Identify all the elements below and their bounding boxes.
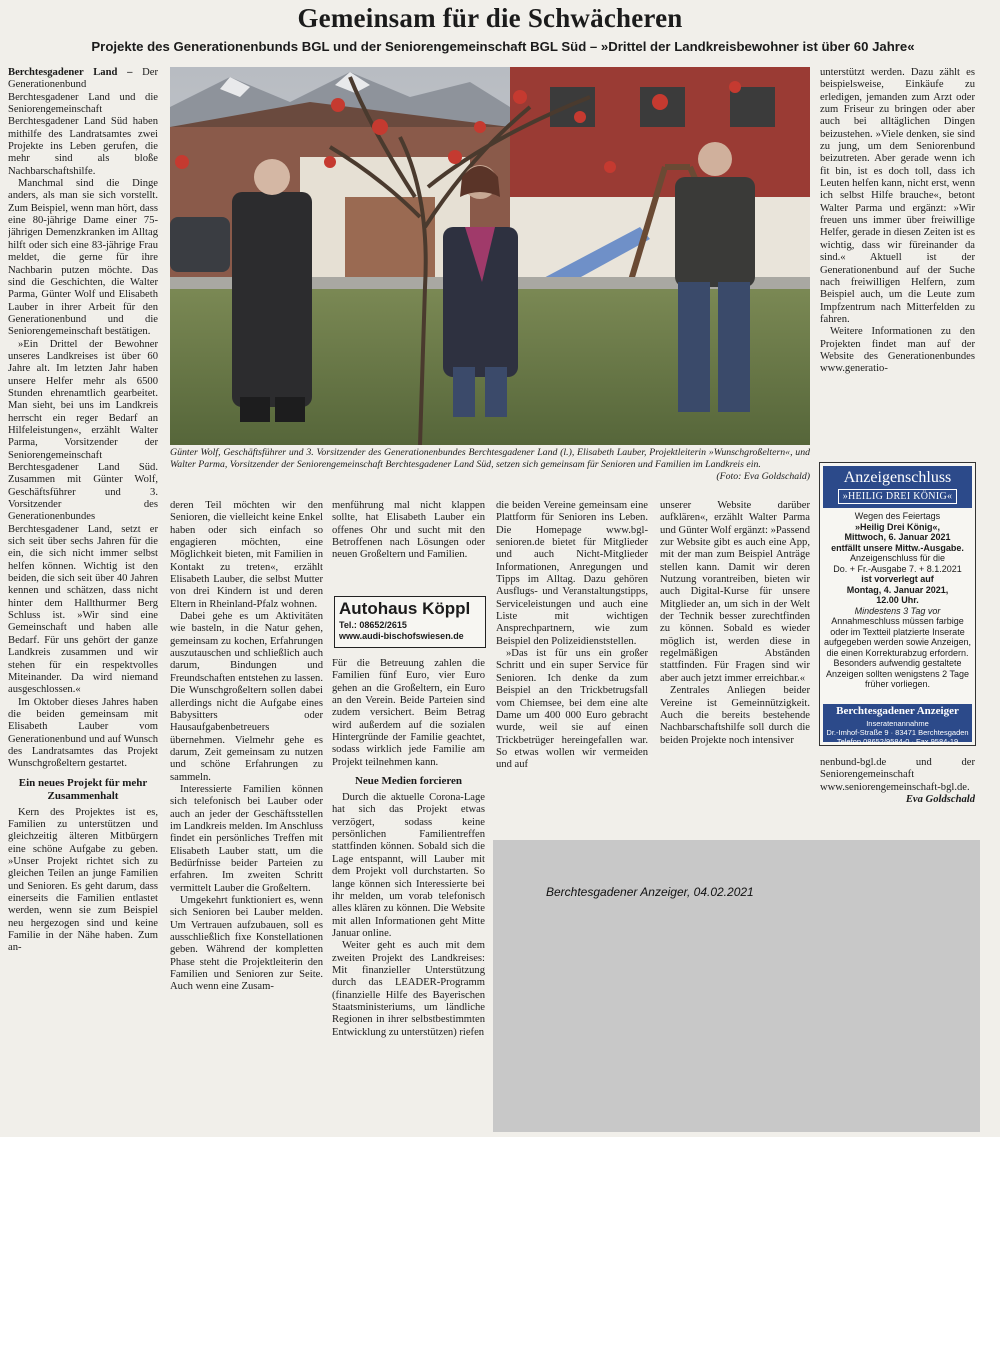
ad-footer-publisher: Berchtesgadener Anzeiger	[836, 705, 959, 717]
ad-notice-line: Mindestens 3 Tag vor	[854, 605, 941, 616]
ad-footer-sub: Inseratenannahme	[866, 719, 929, 728]
source-label-box	[493, 840, 980, 1132]
column-6-paragraph-2: Weitere Informationen zu den Projekten findet man auf der Website des Generationenbundes www.generatio-	[820, 326, 975, 375]
intro-text: Der Generationenbund Berchtesgadener Land und die Seniorengemeinschaft Berchtesgadener Land Süd haben mithilfe des Landratsamtes zwei Projekte ins Leben gerufen, die mehr sind als bloße Nachbarschaftshilfe.	[8, 67, 158, 177]
column-5-paragraph-1: unserer Website darüber aufklären«, erzählt Walter Parma und Günter Wolf ergänzt: »Passend zur Website gibt es auch eine App, mit der man zum Beispiel Anträge stellen kann. Damit wir deren Nutzung vorantreiben, bieten wir auch Digital-Kurse für unsere Mitglieder an, um sich in der Welt der Technik besser zurechtfinden zu können. Sobald es wieder möglich ist, werden diese in regelmäßigen Abständen stattfinden. Für Fragen sind wir aber auch jetzt immer erreichbar.«	[660, 500, 810, 684]
ad-footer-address: Dr.-Imhof-Straße 9 · 83471 Berchtesgaden	[826, 728, 969, 737]
photo-three-people-garden	[170, 67, 810, 445]
article-photo	[170, 67, 810, 445]
ad-footer-phone: Telefon 08652/9584-0 · Fax 9584-19	[836, 737, 959, 746]
caption-text: Günter Wolf, Geschäftsführer und 3. Vorsitzender des Generationenbundes Berchtesgadener Land (l.), Elisabeth Lauber, Projektleiterin »Wunschgroßeltern«, und Walter Parma, Vorsitzender der Seniorengemeinschaft Berchtesgadener Land Süd, setzen sich gemeinsam für Senioren und Familien im Landkreis ein.	[170, 447, 810, 471]
ad-notice-header	[823, 466, 972, 508]
intertitle-new-media: Neue Medien forcieren	[354, 775, 463, 788]
subheadline: Projekte des Generationenbunds BGL und der Seniorengemeinschaft BGL Süd – »Drittel der Landkreisbewohner ist über 60 Jahre«	[91, 39, 915, 54]
article-column-6-top	[820, 67, 975, 455]
article-column-1	[8, 67, 158, 1129]
column-2-paragraph-4: Umgekehrt funktioniert es, wenn sich Senioren bei Lauber melden. Um Vertrauen aufzubauen, soll es ausschließlich fixe Konstellationen geben. Während der kompletten Phase steht die Projektleiterin den Familien und Senioren zur Seite. Auch wenn eine Zusam-	[170, 895, 323, 993]
author-byline: Eva Goldschald	[905, 794, 975, 806]
column-5-paragraph-2: Zentrales Anliegen beider Vereine ist Gemeinnützigkeit. Auch die bereits bestehende Nachbarschaftshilfe soll durch die beiden Projekte noch intensiver	[660, 685, 810, 746]
column-1-paragraph-3: »Ein Drittel der Bewohner unseres Landkreises ist über 60 Jahre alt. Im letzten Jahr haben unsere Helfer mehr als 6500 Stunden ehrenamtlich gearbeitet. Man sieht, bei uns im Landkreis herrscht ein reger Bedarf an Hilfeleistungen«, erzählt Walter Parma, Vorsitzender der Seniorengemeinschaft Berchtesgadener Land Süd. Zusammen mit Günter Wolf, Geschäftsführer und 3. Vorsitzender des Generationenbundes Berchtesgadener Land, setzt er sich seit über sechs Jahren für die ein, die sich nicht immer selbst helfen können. Wichtig ist den beiden, die sich seit über 40 Jahren kennen und schätzen, dass nicht hinter dem Hallthurmer Berg Schluss ist. »Wir sind eine Gemeinschaft und haben alle Bedarf. Für uns gehört der ganze Landkreis zusammen und wir stehen für ein respektvolles Miteinander. Da wird niemand ausgeschlossen.«	[8, 338, 158, 696]
column-6-paragraph-3: nenbund-bgl.de und der Seniorengemeinschaft www.seniorengemeinschaft-bgl.de.	[820, 757, 975, 793]
ad-notice-line: ist vorverlegt auf	[861, 574, 934, 584]
ad-notice-details: Annahmeschluss müssen farbige oder im Textteil platzierte Inserate aufgegeben werden sowie Anzeigen, die einen Korrekturabzug erfordern. Besonders aufwendig gestaltete Anzeigen sollten wenigstens 2 Tage früher vorliegen.	[823, 616, 972, 689]
article-column-5	[660, 500, 810, 830]
column-4-paragraph-1: die beiden Vereine gemeinsam eine Plattform für Senioren ins Leben. Die Homepage www.bgl-senioren.de bietet für Mitglieder und auch Nicht-Mitglieder Informationen, Anregungen und Tipps im Alltag. Dazu gehören Ausflugs- und Veranstaltungstipps, Serviceleistungen und auch eine Liste mit wichtigen Ansprechpartnern, wie zum Beispiel den Polizeidienststellen.	[496, 500, 648, 647]
ad-notice-title: Anzeigenschluss	[843, 469, 952, 486]
column-1-paragraph-5: Kern des Projektes ist es, Familien zu unterstützen und gleichzeitig älteren Mitbürgern eine schöne Aufgabe zu geben. »Unser Projekt richtet sich zu gleichen Teilen an junge Familien und Senioren. Es geht darum, dass einerseits die Familien entlastet werden, wenn sie zum Beispiel neu hergezogen sind und keine Familie in der Nähe haben. Zum an-	[8, 806, 158, 954]
ad-notice-line: 12.00 Uhr.	[876, 595, 919, 605]
column-3-paragraph-1: menführung mal nicht klappen sollte, hat Elisabeth Lauber ein offenes Ohr und sucht mit den Betroffenen nach Lösungen oder neuen Großeltern und Familien.	[332, 500, 485, 561]
headline: Gemeinsam für die Schwächeren	[297, 3, 683, 33]
ad-koeppl-website[interactable]: www.audi-bischofswiesen.de	[339, 631, 464, 641]
source-citation: Berchtesgadener Anzeiger, 04.02.2021	[546, 885, 754, 899]
ad-notice-line: Montag, 4. Januar 2021,	[846, 584, 949, 595]
column-3-paragraph-4: Weiter geht es auch mit dem zweiten Projekt des Landkreises: Mit finanzieller Unterstützung durch das LEADER-Programm (finanzielle Hilfe des Bayerischen Staatsministeriums, um ländliche Regionen in ihrer selbstbestimmten Entwicklung zu unterstützen) riefen	[332, 940, 485, 1038]
column-1-paragraph-1	[8, 67, 158, 178]
column-4-paragraph-2: »Das ist für uns ein großer Schritt und ein super Service für Senioren. Ich denke da zum Beispiel an den Trickbetrugsfall vom Chiemsee, bei dem eine alte Dame um 400 000 Euro gebracht wurde, weil sie auf einen Trickbetrüger hereingefallen war. So etwas wollen wir vermeiden und auf	[496, 648, 648, 771]
column-6-paragraph-1: unterstützt werden. Dazu zählt es beispielsweise, Einkäufe zu erledigen, jemanden zum Arzt oder zum Friseur zu bringen oder aber auch bei alltäglichen Dingen beizustehen. »Viele denken, sie sind zu jung, um dem Seniorenbund beizutreten. Aber gerade wenn ich fit bin, ist es doch toll, dass ich Leuten helfen kann, nicht erst, wenn ich selbst Hilfe brauche«, betont Walter Parma und ergänzt: »Wir freuen uns immer über freiwillige Helfer, gerade in diesen Zeiten ist es wichtig, dass wir füreinander da sind.« Aktuell ist der Generationenbund auf der Suche nach freiwilligen Helfern, zum Beispiel auch, um die Leute zum Impfzentrum nach Mitterfelden zu fahren.	[820, 67, 975, 325]
ad-notice-line: »Heilig Drei König«,	[854, 521, 941, 532]
ad-notice-line: Mittwoch, 6. Januar 2021	[844, 532, 951, 542]
column-3-paragraph-3: Durch die aktuelle Corona-Lage hat sich das Projekt etwas verzögert, sodass keine persönlichen Familientreffen stattfinden können. Sobald sich die Lage entspannt, will Lauber mit dem Projekt voll durchstarten. So lange können sich Interessierte bei ihr melden, um vorab telefonisch alles klären zu können. Die Website mit allen Informationen geht Mitte Januar online.	[332, 792, 485, 939]
column-2-paragraph-1: deren Teil möchten wir den Senioren, die vielleicht keine Enkel haben oder sich einfach so engagieren möchten, eine Möglichkeit bieten, mit Familien in Kontakt zu treten«, erzählt Elisabeth Lauber, die selbst Mutter von drei Kindern ist und deren Eltern in Rheinland-Pfalz wohnen.	[170, 500, 323, 610]
dateline: Berchtesgadener Land –	[8, 67, 133, 78]
ad-deadline-notice	[819, 462, 976, 746]
photo-credit: (Foto: Eva Goldschald)	[716, 471, 810, 483]
article-column-3-top	[332, 500, 485, 590]
column-3-paragraph-2: Für die Betreuung zahlen die Familien fünf Euro, vier Euro gehen an die Großeltern, ein Euro an den Verein. Beide Parteien sind zudem versichert. Beim Betrag wird außerdem auf die sozialen Hintergründe der Familie geachtet, sodass wirklich jede Familie am Projekt teilnehmen kann.	[332, 658, 485, 768]
column-1-paragraph-2: Manchmal sind die Dinge anders, als man sie sich vorstellt. Zum Beispiel, wenn man hört, dass eine 80-jährige Dame einer 75-jährigen Demenzkranken im Alltag hilft oder sich eine 83-jährige Frau meldet, die gerne für ihre Nachbarin putzen möchte. Das sind die Geschichten, die Walter Parma, Günter Wolf und Elisabeth Lauber in ihrer Arbeit für den Generationenbund und die Seniorengemeinschaft bestätigen.	[8, 178, 158, 338]
ad-notice-line: Do. + Fr.-Ausgabe 7. + 8.1.2021	[833, 563, 962, 574]
article-column-3-bottom	[332, 658, 485, 1130]
article-column-2	[170, 500, 323, 1130]
ad-notice-badge: »HEILIG DREI KÖNIG«	[838, 489, 958, 504]
ad-notice-line: Anzeigenschluss für die	[849, 553, 946, 563]
ad-notice-line: entfällt unsere Mittw.-Ausgabe.	[831, 542, 964, 553]
ad-notice-footer	[823, 704, 972, 746]
intertitle-new-project: Ein neues Projekt für mehr Zusammenhalt	[18, 776, 148, 802]
article-column-4	[496, 500, 648, 830]
ad-koeppl-phone: Tel.: 08652/2615	[339, 620, 407, 630]
photo-caption	[170, 447, 810, 484]
ad-autohaus-koeppl[interactable]	[334, 596, 486, 648]
ad-notice-line: Wegen des Feiertags	[854, 511, 941, 521]
column-2-paragraph-3: Interessierte Familien können sich telefonisch bei Lauber oder auch an jeder der Geschäftsstellen im Landkreis melden. Im Anschluss findet ein persönliches Treffen mit Elisabeth Lauber statt, um die Bedürfnisse beider Parteien zu erfahren. Im zweiten Schritt vermittelt Lauber die Großeltern.	[170, 783, 323, 894]
column-1-paragraph-4: Im Oktober dieses Jahres haben die beiden gemeinsam mit Elisabeth Lauber vom Generationenbund und auf Wunsch des Landratsamtes das Projekt Wunschgroßeltern gestartet.	[8, 696, 158, 770]
article-column-6-bottom	[820, 757, 975, 827]
ad-koeppl-name: Autohaus Köppl	[339, 599, 471, 618]
column-2-paragraph-2: Dabei gehe es um Aktivitäten wie basteln, in die Natur gehen, gemeinsam zu kochen, Erfahrungen auszutauschen und schließlich auch darum, Bindungen und Freundschaften entstehen zu lassen. Die Wunschgroßeltern sollen dabei allerdings nicht die Aufgabe eines Babysitters oder Hausaufgabenbetreuers übernehmen. Vielmehr gehe es darum, Zeit gemeinsam zu nutzen und schöne Erfahrungen zu sammeln.	[170, 611, 323, 783]
